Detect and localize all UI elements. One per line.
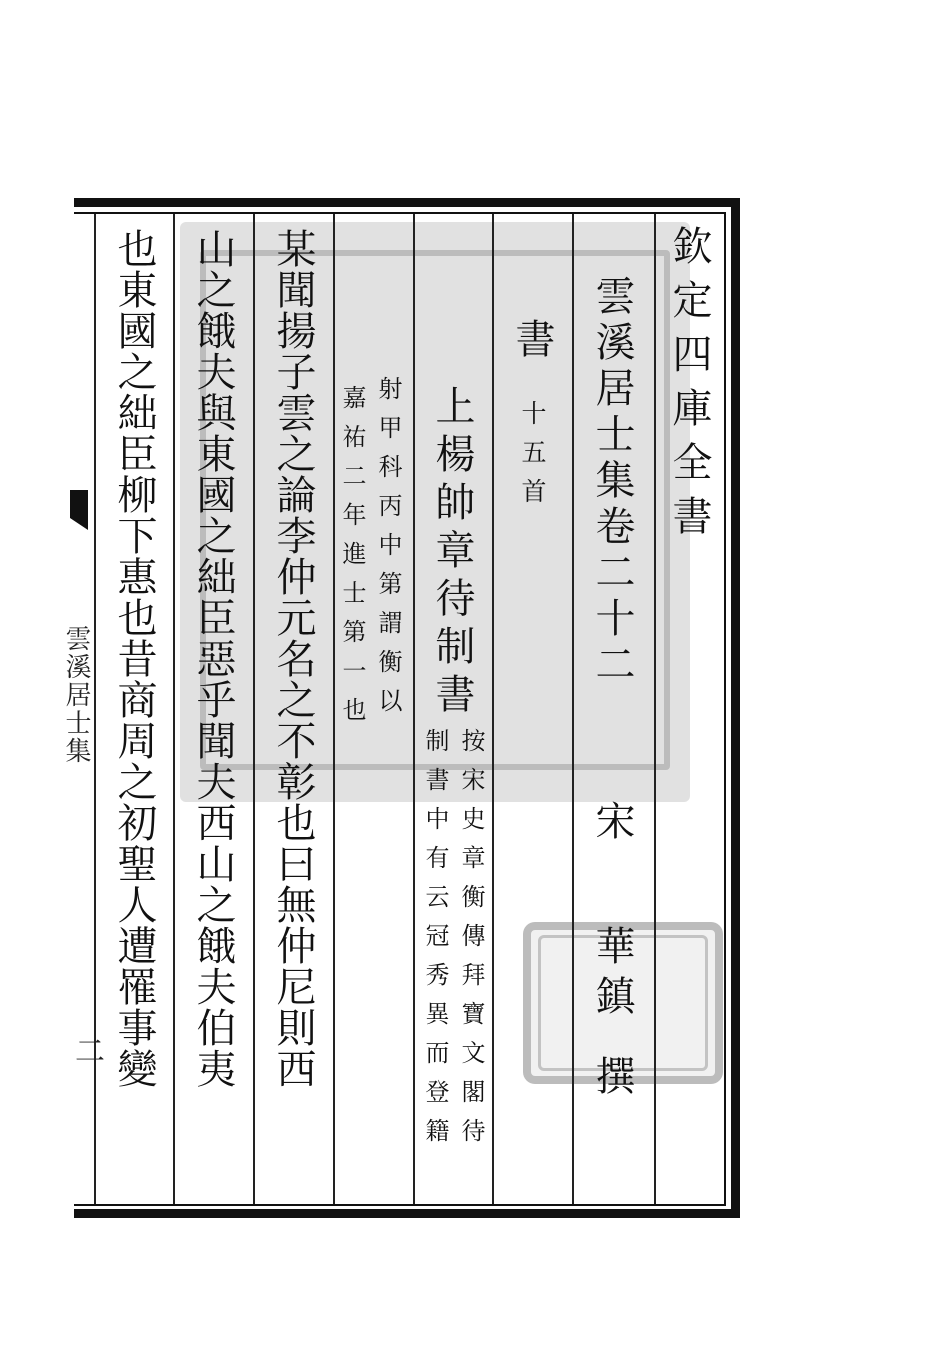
letter-title: 上楊帥章待制書 (429, 385, 475, 721)
column-rule (492, 214, 494, 1204)
commentary-note-cont-right: 射甲科丙中第謂衡以 (374, 376, 402, 727)
body-text-column: 山之餓夫與東國之絀臣惡乎聞夫西山之餓夫伯夷 (190, 228, 236, 1089)
authorship-mark: 撰 (589, 1055, 635, 1105)
column-rule (413, 214, 415, 1204)
body-text-column: 某聞揚子雲之論李仲元名之不彰也曰無仲尼則西 (270, 228, 316, 1089)
series-title: 欽定四庫全書 (666, 225, 712, 549)
dynasty: 宋 (589, 800, 635, 850)
column-rule (173, 214, 175, 1204)
column-rule (333, 214, 335, 1204)
commentary-note-cont-left: 嘉祐二年進士第一也 (338, 385, 366, 736)
margin-book-title: 雲溪居士集 (61, 625, 91, 765)
fishtail-mark (70, 490, 88, 530)
body-text-column: 也東國之絀臣柳下惠也昔商周之初聖人遭罹事變 (111, 228, 157, 1089)
column-rule (572, 214, 574, 1204)
column-rule (253, 214, 255, 1204)
author-name: 華鎮 (589, 925, 635, 1025)
commentary-note-left: 制書中有云冠秀異而登籍 (421, 728, 449, 1157)
column-rule (654, 214, 656, 1204)
section-heading: 書 (509, 318, 555, 368)
commentary-note-right: 按宋史章衡傳拜寶文閣待 (457, 728, 485, 1157)
book-volume-title: 雲溪居士集卷二十二 (589, 275, 635, 689)
margin-page-number: 二 (69, 1035, 104, 1065)
section-note: 十五首 (518, 400, 547, 517)
